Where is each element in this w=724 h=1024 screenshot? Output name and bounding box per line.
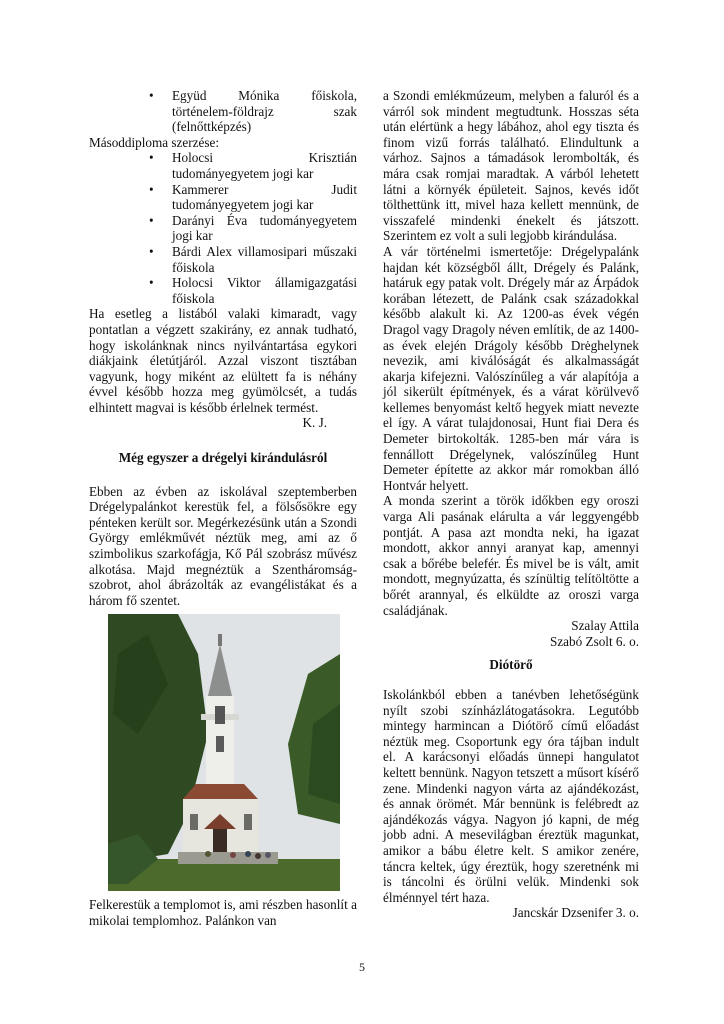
- paragraph-3: A monda szerint a török időkben egy oroszi varga Ali pasának elárulta a vár leggyengébb pontját. A pasa azt mondta neki, ha igazat mondott, akkor annyi aranyat kap, amennyi csak a bőrébe belefér. És mivel be is vált, amit mondott, megnyúzatta, és színültig telítöltötte a bőrét arannyal, és elküldte az oroszi varga családjának.: [383, 493, 639, 618]
- article2-paragraph: Iskolánkból ebben a tanévben lehetőségünk nyílt szobi színházlátogatásokra. Legutóbb mintegy harmincan a Diótörő című előadást néztük meg. Csoportunk egy óra tájban indult el. A karácsonyi előadás ünnepi hangulatot keltett bennünk. Nagyon tetszett a műsort kísérő zene. Mindenki nagyon várta az ajándékozást, és annak örömét. Már bennünk is felébredt az ajándékozás vágya. Nagyon jó kapni, de még jobb adni. A mesevilágban éreztük magunkat, amikor a bábu életre kelt. S amikor zenére, táncra keltek, úgy éreztük, hogy szeretnénk mi is táncolni és örülni velük. Mindenki sok élménnyel tért haza.: [383, 686, 639, 905]
- list-item: • Holocsi Krisztián tudományegyetem jogi kar: [149, 150, 357, 181]
- church-photo: [108, 614, 340, 891]
- list-item: • Kammerer Judit tudományegyetem jogi kar: [149, 181, 357, 213]
- bullet-icon: •: [149, 275, 154, 291]
- list-item: • Bárdi Alex villamosipari műszaki főiskola: [149, 243, 357, 275]
- article2-title: Diótörő: [489, 657, 533, 673]
- closing-paragraph: Ha esetleg a listából valaki kimaradt, vagy pontatlan a végzett szakirány, ez annak tudható, hogy iskolánknak nincs nyilvántartása egykori diákjaink életútjáról. Azzal viszont tisztában vagyunk, hogy miként az elültett fa is néhány évvel később hozza meg gyümölcsét, a tudás elhintett magvai is később érlelnek termést.: [89, 306, 357, 415]
- author-2: Szabó Zsolt 6. o.: [549, 633, 639, 649]
- bullet-icon: •: [149, 181, 154, 197]
- list-item: • Együd Mónika főiskola, történelem-földrajz szak (felnőttképzés): [149, 88, 357, 135]
- bullet-icon: •: [149, 88, 154, 103]
- article2-author: Jancskár Dzsenifer 3. o.: [512, 905, 639, 921]
- paragraph-1: a Szondi emlékmúzeum, melyben a faluról és a várról sok mindent megtudtunk. Hosszas séta után elértünk a hegy lábához, ahol egy tiszta és finom vizű forrás található. Elindultunk a várhoz. Sajnos a támadások lerombolták, és mára csak romjai maradtak. A várból lehetett látni a környék épületeit. Sajnos, kevés időt tölthettünk itt, mivel haza kellett mennünk, de visszafelé mindenki énekelt és játszott. Szerintem ez volt a suli legjobb kirándulása.: [383, 88, 639, 244]
- article-paragraph: Ebben az évben az iskolával szeptemberben Drégelypalánkot kerestük fel, a fölsősökre egy pénteken került sor. Megérkezésünk után a Szondi György emlékművét néztük meg, ami az ő szimbolikus szarkofágja, Kő Pál szobrász művész alkotása. Majd megnéztük a Szentháromság-szobrot, ahol ábrázolták az evangélistákat és a három fő szentet.: [89, 483, 357, 608]
- author-1: Szalay Attila: [571, 618, 639, 634]
- right-column: [383, 88, 639, 921]
- bullet-list-second: [89, 150, 357, 306]
- list-item: • Holocsi Viktor államigazgatási főiskola: [149, 275, 357, 306]
- list-item: • Darányi Éva tudományegyetem jogi kar: [149, 212, 357, 244]
- after-photo-paragraph: Felkerestük a templomot is, ami részben hasonlít a mikolai templomhoz. Palánkon van: [89, 897, 357, 928]
- second-degree-label: Másoddiploma szerzése:: [89, 134, 220, 150]
- initials: K. J.: [302, 415, 327, 431]
- bullet-icon: •: [149, 243, 154, 259]
- bullet-icon: •: [149, 150, 154, 166]
- bullet-icon: •: [149, 212, 154, 228]
- article-title: Még egyszer a drégelyi kirándulásról: [118, 450, 328, 466]
- page-number: 5: [359, 960, 365, 974]
- bullet-list-first: [89, 88, 357, 135]
- paragraph-2: A vár történelmi ismertetője: Drégelypalánk hajdan két községből állt, Drégely és Palánk, határuk egy patak volt. Drégely már az Árpádok korában létezett, de Palánk csak századokkal később alakult ki. Az 1200-as évek végén Dragol vagy Dragoly néven említik, de az 1400-as évek elején Drágoly később Drėghelynek nevezik, ami kiválóságát és alkalmasságát akarja kifejezni. Valószínűleg a vár alapítója a jól sikerült építmények, és a várat körülvevő kellemes benyomást keltő hegyek miatt nevezte el így. A várat tulajdonosai, Hunt fiai Dera és Demeter birtokolták. 1285-ben már vára is fennállott Drégelynek, valószínűleg Hunt Demeter építette az akkor már romokban álló Hontvár helyett.: [383, 243, 639, 493]
- left-column: [89, 88, 357, 929]
